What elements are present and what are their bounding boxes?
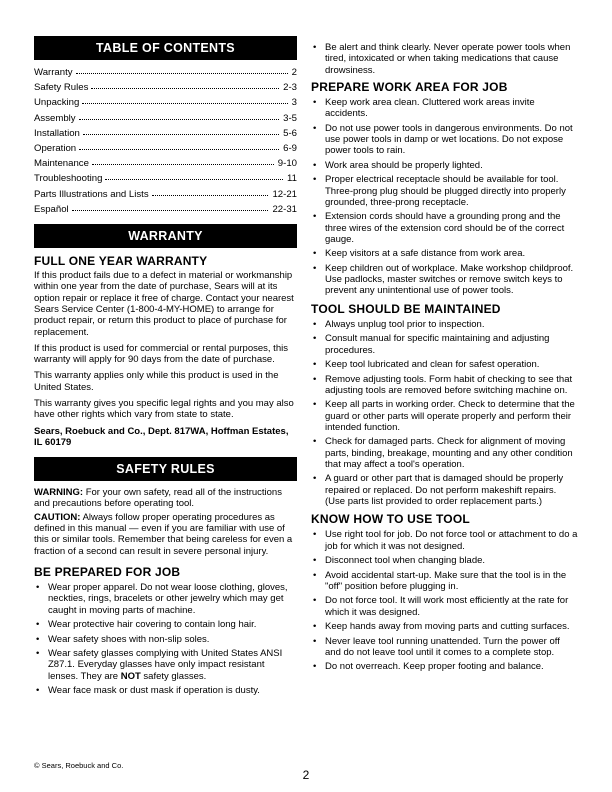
work-area-list xyxy=(311,97,578,297)
know-how-list xyxy=(311,529,578,672)
list-item: • Wear face mask or dust mask if operation is dusty. xyxy=(34,685,297,696)
warranty-subheading: FULL ONE YEAR WARRANTY xyxy=(34,254,208,269)
list-item: • Keep hands away from moving parts and cutting surfaces. xyxy=(311,621,578,632)
warranty-paragraph: If this product is used for commercial or rental purposes, this warranty will apply for 90 days from the date of purchase. xyxy=(34,342,288,366)
left-column xyxy=(34,36,297,700)
page-number: 2 xyxy=(302,768,310,782)
toc-entry[interactable]: Warranty 2 xyxy=(34,67,297,78)
maintained-list xyxy=(311,319,578,508)
list-item: • Keep visitors at a safe distance from work area. xyxy=(311,248,578,259)
warning-text: WARNING: For your own safety, read all of the instructions and precautions before operating tool. xyxy=(34,487,282,510)
be-prepared-continued xyxy=(311,42,578,76)
list-item: • A guard or other part that is damaged should be properly repaired or replaced. Do not perform makeshift repairs. (Use parts list provided to order replacement parts.) xyxy=(311,473,578,507)
toc-entry[interactable]: Parts Illustrations and Lists 12-21 xyxy=(34,188,297,200)
know-how-heading: KNOW HOW TO USE TOOL xyxy=(311,512,470,527)
warranty-address: Sears, Roebuck and Co., Dept. 817WA, Hoffman Estates, IL 60179 xyxy=(34,425,289,448)
warning-label: WARNING: xyxy=(34,487,84,499)
toc-entry[interactable]: Español 22-31 xyxy=(34,203,297,215)
work-area-heading: PREPARE WORK AREA FOR JOB xyxy=(311,79,508,94)
safety-banner: SAFETY RULES xyxy=(34,457,297,481)
toc-entry[interactable]: Operation 6-9 xyxy=(34,143,297,155)
toc-entry[interactable]: Installation 5-6 xyxy=(34,127,297,139)
list-item: • Do not force tool. It will work most efficiently at the rate for which it was designed. xyxy=(311,595,578,618)
toc-list xyxy=(34,65,297,217)
list-item: • Be alert and think clearly. Never operate power tools when tired, intoxicated or when taking medications that cause drowsiness. xyxy=(311,42,578,76)
warranty-banner: WARRANTY xyxy=(34,224,297,248)
list-item: • Disconnect tool when changing blade. xyxy=(311,555,578,566)
warranty-paragraph: If this product fails due to a defect in material or workmanship within one year from the date of purchase, Sears will at its option repair or replace it free of charge. Contact your nearest Sears Service Center (1-800-4-MY-HOME) to arrange for product repair, or return this product to place of purchase for replacement. xyxy=(34,270,294,338)
warranty-paragraph: This warranty applies only while this product is used in the United States. xyxy=(34,370,279,393)
list-item: • Consult manual for specific maintaining and adjusting procedures. xyxy=(311,333,578,356)
list-item: • Proper electrical receptacle should be available for tool. Three-prong plug should be plugged directly into properly grounded, three-prong receptacle. xyxy=(311,174,578,208)
warranty-paragraph: This warranty gives you specific legal rights and you may also have other rights which vary from state to state. xyxy=(34,398,294,421)
be-prepared-heading: BE PREPARED FOR JOB xyxy=(34,564,181,579)
list-item: • Wear safety glasses complying with United States ANSI Z87.1. Everyday glasses have only impact resistant lenses. They are NOT safety glasses. xyxy=(34,648,297,682)
maintained-heading: TOOL SHOULD BE MAINTAINED xyxy=(311,301,501,316)
list-item: • Never leave tool running unattended. Turn the power off and do not leave tool until it comes to a complete stop. xyxy=(311,636,578,659)
list-item: • Wear protective hair covering to contain long hair. xyxy=(34,619,297,630)
list-item: • Remove adjusting tools. Form habit of checking to see that adjusting tools are removed before switching machine on. xyxy=(311,374,578,397)
list-item: • Keep all parts in working order. Check to determine that the guard or other parts will operate properly and perform their intended function. xyxy=(311,399,578,433)
be-prepared-list xyxy=(34,582,297,696)
toc-entry[interactable]: Assembly 3-5 xyxy=(34,112,297,124)
list-item: • Use right tool for job. Do not force tool or attachment to do a job for which it was not designed. xyxy=(311,529,578,552)
list-item: • Do not overreach. Keep proper footing and balance. xyxy=(311,661,578,672)
toc-entry[interactable]: Troubleshooting 11 xyxy=(34,173,297,185)
right-column xyxy=(311,36,578,676)
list-item: • Wear safety shoes with non-slip soles. xyxy=(34,634,297,645)
list-item: • Do not use power tools in dangerous environments. Do not use power tools in damp or wet locations. Do not expose power tools to rain. xyxy=(311,123,578,157)
list-item: • Avoid accidental start-up. Make sure that the tool is in the "off" position before plugging in. xyxy=(311,570,578,593)
caution-label: CAUTION: xyxy=(34,511,81,523)
toc-banner: TABLE OF CONTENTS xyxy=(34,36,297,60)
list-item: • Keep work area clean. Cluttered work areas invite accidents. xyxy=(311,97,578,120)
toc-entry[interactable]: Safety Rules 2-3 xyxy=(34,82,297,94)
list-item: • Wear proper apparel. Do not wear loose clothing, gloves, neckties, rings, bracelets or other jewelry which may get caught in moving parts of machine. xyxy=(34,582,297,616)
caution-text: CAUTION: Always follow proper operating procedures as defined in this manual — even if you are familiar with use of this or similar tools. Remember that being careless for even a fraction of a second can result in severe personal injury. xyxy=(34,511,293,557)
list-item: • Keep children out of workplace. Make workshop childproof. Use padlocks, master switches or remove switch keys to prevent any unintentional use of power tools. xyxy=(311,263,578,297)
list-item: • Keep tool lubricated and clean for safest operation. xyxy=(311,359,578,370)
copyright-footer: © Sears, Roebuck and Co. xyxy=(34,761,124,770)
toc-entry[interactable]: Maintenance 9-10 xyxy=(34,158,297,170)
list-item: • Check for damaged parts. Check for alignment of moving parts, binding, breakage, mounting and any other condition that may affect a tool's operation. xyxy=(311,436,578,470)
toc-entry[interactable]: Unpacking 3 xyxy=(34,97,297,109)
list-item: • Work area should be properly lighted. xyxy=(311,160,578,171)
list-item: • Always unplug tool prior to inspection. xyxy=(311,319,578,330)
list-item: • Extension cords should have a grounding prong and the three wires of the extension cord should be of the correct gauge. xyxy=(311,211,578,245)
